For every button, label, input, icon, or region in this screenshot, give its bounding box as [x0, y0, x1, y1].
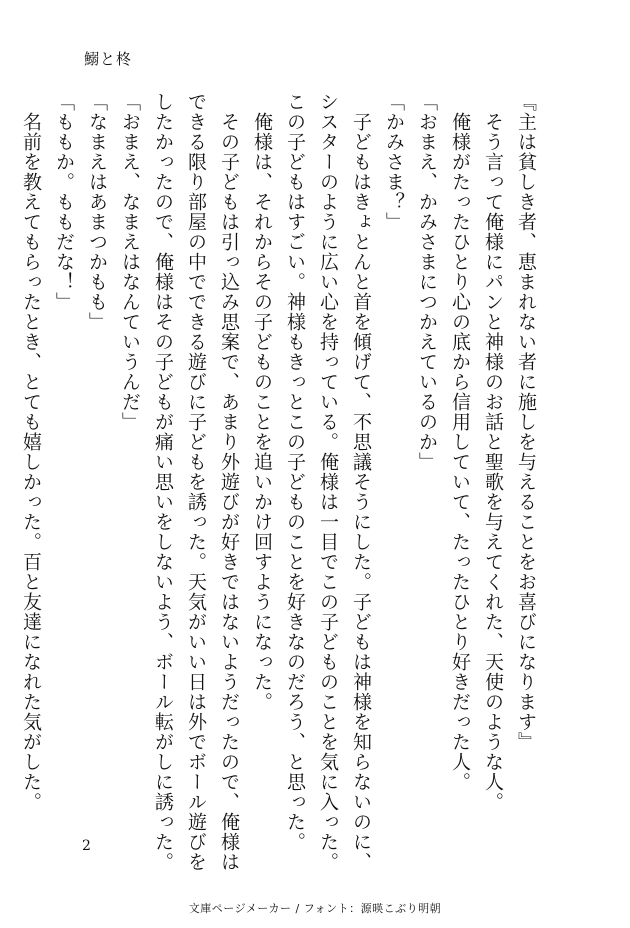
text-line: 子どもはきょとんと首を傾げて、不思議そうにした。子どもは神様を知らないのに、 — [350, 92, 372, 872]
text-line: したかったので、俺様はその子どもが痛い思いをしないよう、ボール転がしに誘った。 — [152, 92, 174, 872]
text-line: その子どもは引っ込み思案で、あまり外遊びが好きではないようだったので、俺様は — [218, 92, 240, 872]
text-line: 「おまえ、かみさまにつかえているのか」 — [416, 92, 438, 472]
text-line: そう言って俺様にパンと神様のお話と聖歌を与えてくれた、天使のような人。 — [482, 92, 504, 812]
page-number: 2 — [82, 838, 91, 854]
text-line: 俺様がたったひとり心の底から信用していて、たったひとり好きだった人。 — [449, 92, 471, 792]
text-line: 俺様は、それからその子どものことを追いかけ回すようになった。 — [251, 92, 273, 712]
vertical-text-block — [14, 92, 542, 872]
text-line: 名前を教えてもらったとき、とても嬉しかった。百と友達になれた気がした。 — [20, 92, 42, 812]
text-line: 「かみさま？」 — [383, 92, 405, 232]
running-title: 鰯と柊 — [84, 50, 133, 68]
text-line: できる限り部屋の中でできる遊びに子どもを誘った。天気がいい日は外でボール遊びを — [185, 92, 207, 872]
text-line: 「なまえはあまつかもも」 — [86, 92, 108, 332]
text-line: 「ももか。ももだな！」 — [53, 92, 75, 312]
text-line: 『主は貧しき者、恵まれない者に施しを与えることをお喜びになります』 — [515, 92, 537, 752]
text-line: シスターのように広い心を持っている。俺様は一目でこの子どものことを気に入った。 — [317, 92, 339, 872]
text-line: 「おまえ、なまえはなんていうんだ」 — [119, 92, 141, 432]
footer-credit: 文庫ページメーカー / フォント：源暎こぶり明朝 — [188, 902, 442, 915]
text-line: この子どもはすごい。神様もきっとこの子どものことを好きなのだろう、と思った。 — [284, 92, 306, 852]
